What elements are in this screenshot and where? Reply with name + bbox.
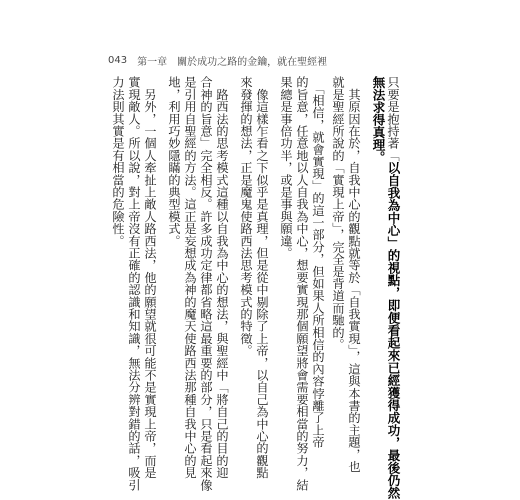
text-column: 是引用自聖經的方法。這正是妄想成為神的魔天使路西法那種自我中心的見 <box>183 76 197 479</box>
text-column: 像這樣乍看之下似乎是真理，但是從中剔除了上帝，以自己為中心的觀點 <box>255 76 269 479</box>
text-column: 就是聖經所說的「實現上帝」，完全是背道而馳的。 <box>331 76 345 351</box>
chapter-title: 關於成功之路的金鑰，就在聖經裡 <box>177 57 328 68</box>
page-number: 043 <box>108 55 128 66</box>
text-column: 來發揮的想法，正是魔鬼使路西法思考模式的特徵。 <box>239 76 253 357</box>
text-column-emphasis: 無法求得真理。 <box>371 76 386 164</box>
text-column: 只要是抱持著「以自我為中心」的視點，即便看起來已經獲得成功，最後仍然 <box>386 76 401 499</box>
text-column: 的旨意，任意地以人自我為中心，想要實現那個願望將會需要相當的努力，結 <box>295 76 309 491</box>
text-column: 合神的旨意」完全相反。許多成功定律都省略這最重要的部分，只是看起來像 <box>199 76 213 491</box>
text-column: 地，利用巧妙隱瞞的典型模式。 <box>167 76 181 247</box>
text-column: 「相信，就會實現」的這一部分，但如果人所相信的內容悖離了上帝 <box>311 76 325 449</box>
text-column: 果總是事倍功半，或是事與願違。 <box>279 76 293 259</box>
emphasis-text: 以自我為中心 <box>386 161 401 237</box>
emphasis-text: 」的視點，即便看起來已經獲得成功，最後仍然 <box>386 236 401 499</box>
text-column: 路西法的思考模式這種以自我為中心的想法，與聖經中「將自己的目的迎 <box>215 76 229 479</box>
text-column: 其原因在於，自我中心的觀點就等於「自我實現」，這與本書的主題，也 <box>347 76 361 473</box>
running-header <box>108 53 327 68</box>
text-column: 實現敵人。所以說，對上帝沒有正確的認識和知識，無法分辨對錯的話，吸引 <box>127 76 141 491</box>
text-column: 另外，一個人牽扯上敵人路西法，他的願望就很可能不是實現上帝，而是 <box>143 76 157 479</box>
text-column: 力法則其實是有相當的危險性。 <box>111 76 125 247</box>
chapter-label: 第一章 <box>137 57 168 68</box>
